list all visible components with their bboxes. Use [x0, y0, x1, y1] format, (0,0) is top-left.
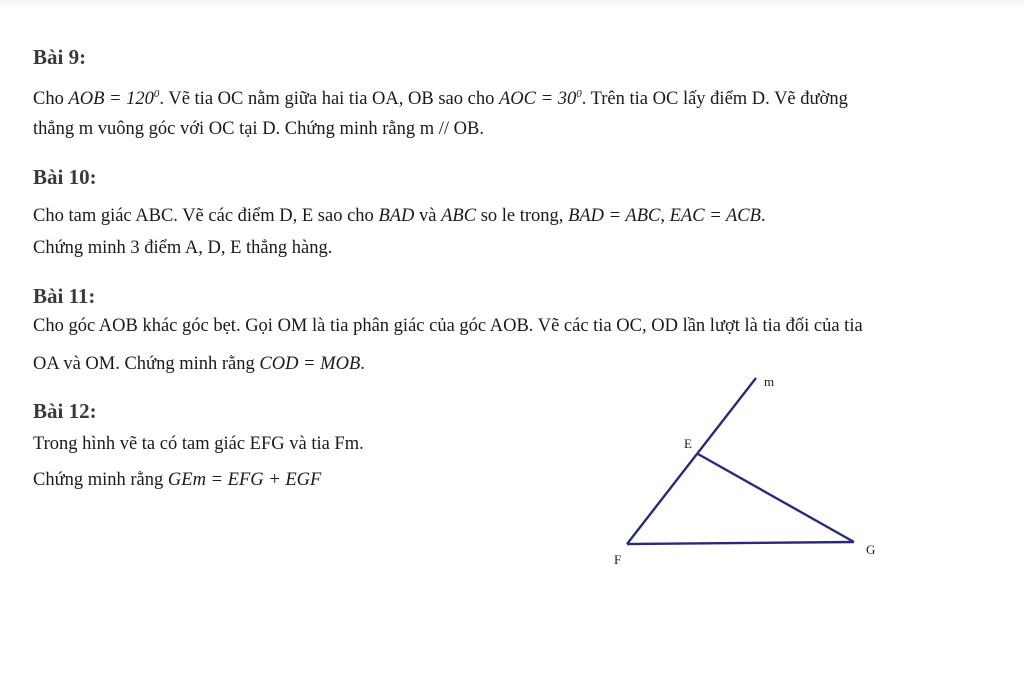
math-gem-eq: GEm = EFG + EGF [167, 470, 322, 490]
text: so le trong, [476, 206, 569, 226]
text: OA và OM. Chứng minh rằng [33, 354, 260, 374]
segment-eg [698, 454, 854, 542]
exercise-12-title: Bài 12: [33, 399, 97, 423]
label-m: m [764, 374, 775, 389]
math-aob [68, 89, 159, 109]
ray-fm [627, 378, 756, 544]
math-bad-eq-abc: BAD = ABC [568, 206, 661, 226]
exercise-11-line-1: Cho góc AOB khác góc bẹt. Gọi OM là tia phân giác của góc AOB. Vẽ các tia OC, OD lần lượt là tia đối của tia [33, 316, 863, 336]
text: . [760, 206, 766, 226]
exercise-11-line-2 [33, 354, 365, 375]
exercise-9-line-2: thẳng m vuông góc với OC tại D. Chứng minh rằng m // OB. [33, 119, 484, 139]
triangle-efg-figure [600, 368, 900, 578]
top-edge-shade [0, 0, 1024, 8]
exercise-11-title: Bài 11: [33, 284, 96, 308]
math-bad: BAD [378, 206, 415, 226]
degree-sup: 0 [576, 87, 582, 100]
text: . Vẽ tia OC nằm giữa hai tia OA, OB sao cho [159, 89, 499, 109]
math-text: AOB = 120 [68, 89, 154, 109]
text: , [660, 206, 670, 226]
math-abc: ABC [441, 206, 477, 226]
exercise-10-title: Bài 10: [33, 165, 97, 189]
label-e: E [684, 436, 692, 451]
text: Chứng minh rằng [33, 470, 168, 490]
label-f: F [614, 552, 622, 567]
math-text: AOC = 30 [498, 89, 577, 109]
math-cod-eq-mob: COD = MOB [259, 354, 361, 374]
exercise-10-line-2: Chứng minh 3 điểm A, D, E thẳng hàng. [33, 238, 333, 258]
text: Cho tam giác ABC. Vẽ các điểm D, E sao cho [33, 206, 379, 226]
exercise-12-line-2 [33, 470, 321, 491]
math-aoc [499, 89, 582, 109]
math-eac-eq-acb: EAC = ACB [669, 206, 761, 226]
text: và [414, 206, 442, 226]
label-g: G [866, 542, 876, 557]
exercise-9-line-1 [33, 89, 848, 110]
degree-sup: 0 [153, 87, 160, 100]
text: . [360, 354, 365, 374]
text: Cho [33, 89, 69, 109]
exercise-9-title: Bài 9: [33, 45, 87, 69]
exercise-12-line-1: Trong hình vẽ ta có tam giác EFG và tia Fm. [33, 434, 364, 454]
exercise-10-line-1 [33, 206, 766, 227]
segment-fg [627, 542, 854, 544]
text: . Trên tia OC lấy điểm D. Vẽ đường [581, 89, 848, 109]
